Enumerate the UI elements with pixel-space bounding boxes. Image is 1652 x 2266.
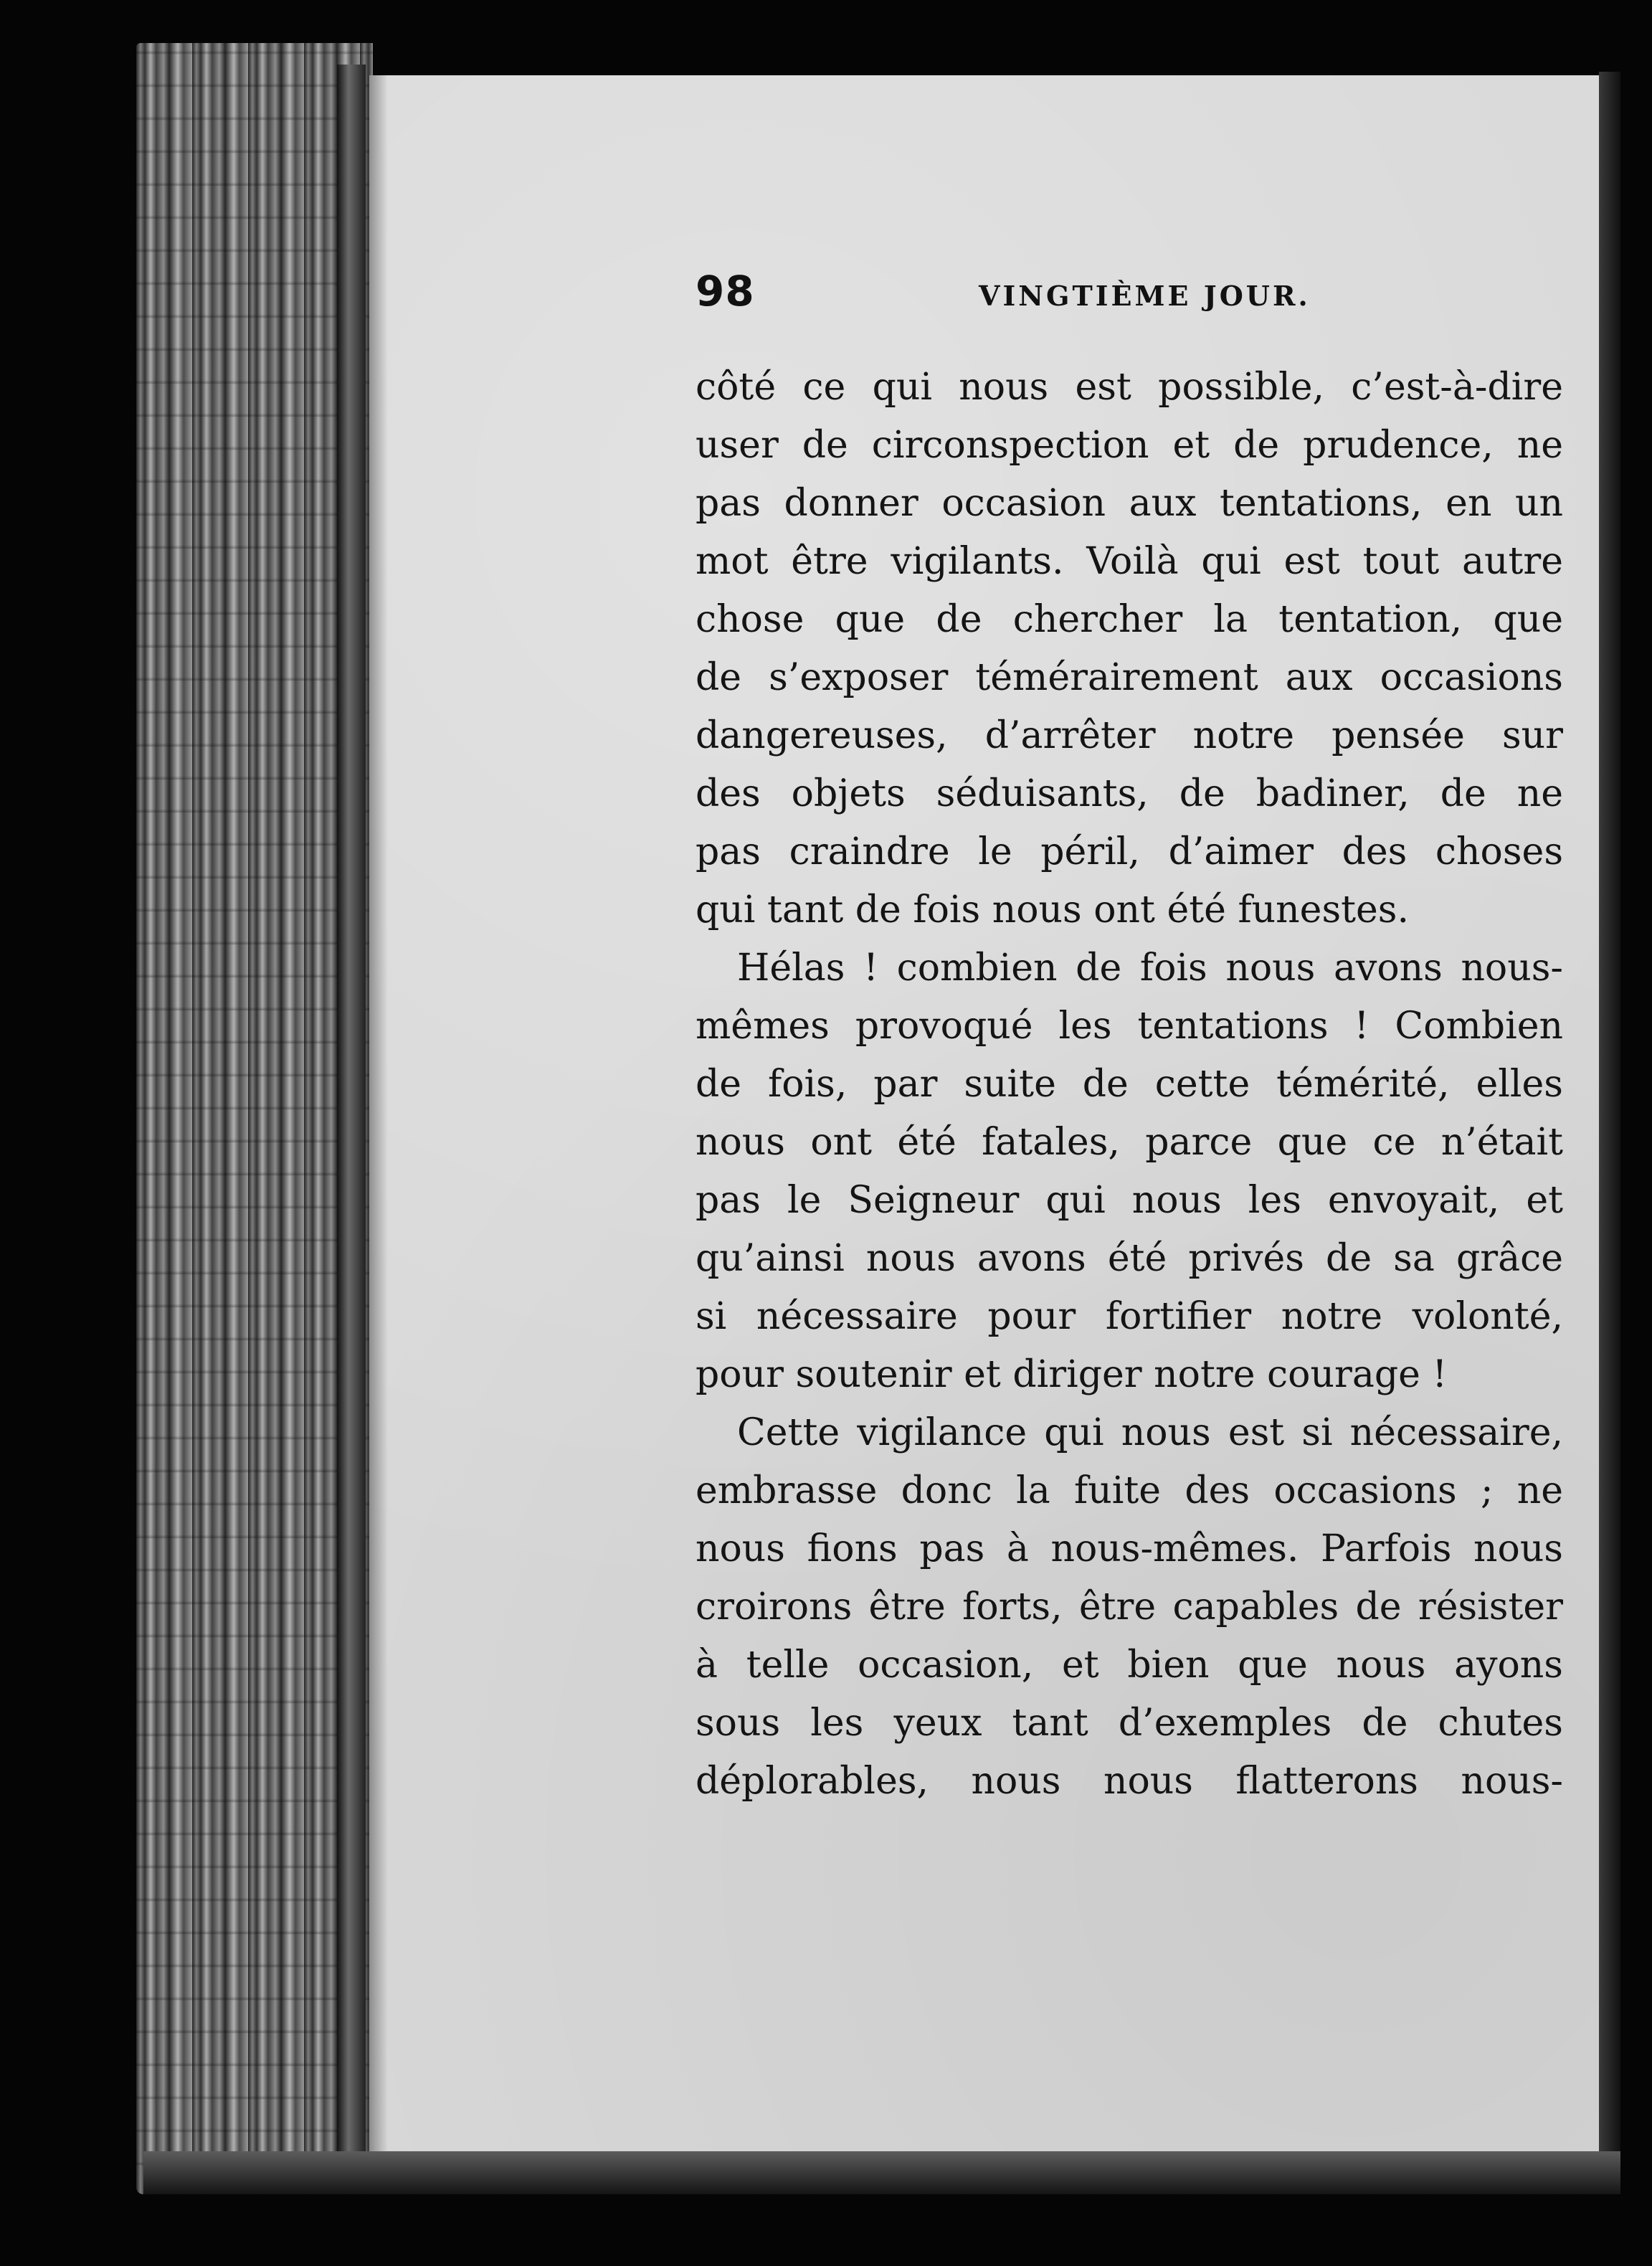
text-line: des objets séduisants, de badiner, de ne bbox=[696, 772, 1563, 815]
text-line: à telle occasion, et bien que nous ayons bbox=[696, 1644, 1563, 1687]
text-line: mêmes provoqué les tentations ! Combien bbox=[696, 1005, 1563, 1048]
page-header bbox=[696, 267, 1549, 331]
text-line: Cette vigilance qui nous est si nécessaire, bbox=[737, 1411, 1563, 1454]
text-line: croirons être forts, être capables de résister bbox=[696, 1585, 1563, 1629]
right-cover-edge bbox=[1599, 72, 1620, 2180]
text-line: de s’exposer témérairement aux occasions bbox=[696, 656, 1563, 699]
text-line: nous fions pas à nous-mêmes. Parfois nous bbox=[696, 1527, 1563, 1570]
page-number: 98 bbox=[696, 267, 755, 316]
text-line: de fois, par suite de cette témérité, elles bbox=[696, 1063, 1563, 1106]
text-line: qui tant de fois nous ont été funestes. bbox=[696, 888, 1410, 931]
text-line: chose que de chercher la tentation, que bbox=[696, 598, 1563, 641]
text-line: déplorables, nous nous flatterons nous- bbox=[696, 1760, 1563, 1803]
text-line: pas donner occasion aux tentations, en un bbox=[696, 482, 1563, 525]
text-line: embrasse donc la fuite des occasions ; ne bbox=[696, 1469, 1563, 1512]
text-line: si nécessaire pour fortifier notre volonté, bbox=[696, 1295, 1563, 1338]
text-line: Hélas ! combien de fois nous avons nous- bbox=[737, 947, 1563, 990]
text-line: côté ce qui nous est possible, c’est-à-dire bbox=[696, 366, 1563, 409]
text-line: pour soutenir et diriger notre courage ! bbox=[696, 1353, 1448, 1396]
body-text bbox=[696, 359, 1563, 1811]
text-line: user de circonspection et de prudence, ne bbox=[696, 424, 1563, 467]
text-line: pas craindre le péril, d’aimer des choses bbox=[696, 830, 1563, 873]
text-line: mot être vigilants. Voilà qui est tout autre bbox=[696, 540, 1563, 583]
page-gutter-shadow bbox=[337, 65, 366, 2158]
running-title: VINGTIÈME JOUR. bbox=[979, 280, 1311, 312]
text-line: nous ont été fatales, parce que ce n’était bbox=[696, 1121, 1563, 1164]
bottom-cover-edge bbox=[143, 2151, 1620, 2194]
text-line: sous les yeux tant d’exemples de chutes bbox=[696, 1702, 1563, 1745]
text-line: pas le Seigneur qui nous les envoyait, et bbox=[696, 1179, 1563, 1222]
text-line: qu’ainsi nous avons été privés de sa grâce bbox=[696, 1237, 1563, 1280]
text-line: dangereuses, d’arrêter notre pensée sur bbox=[696, 714, 1563, 757]
